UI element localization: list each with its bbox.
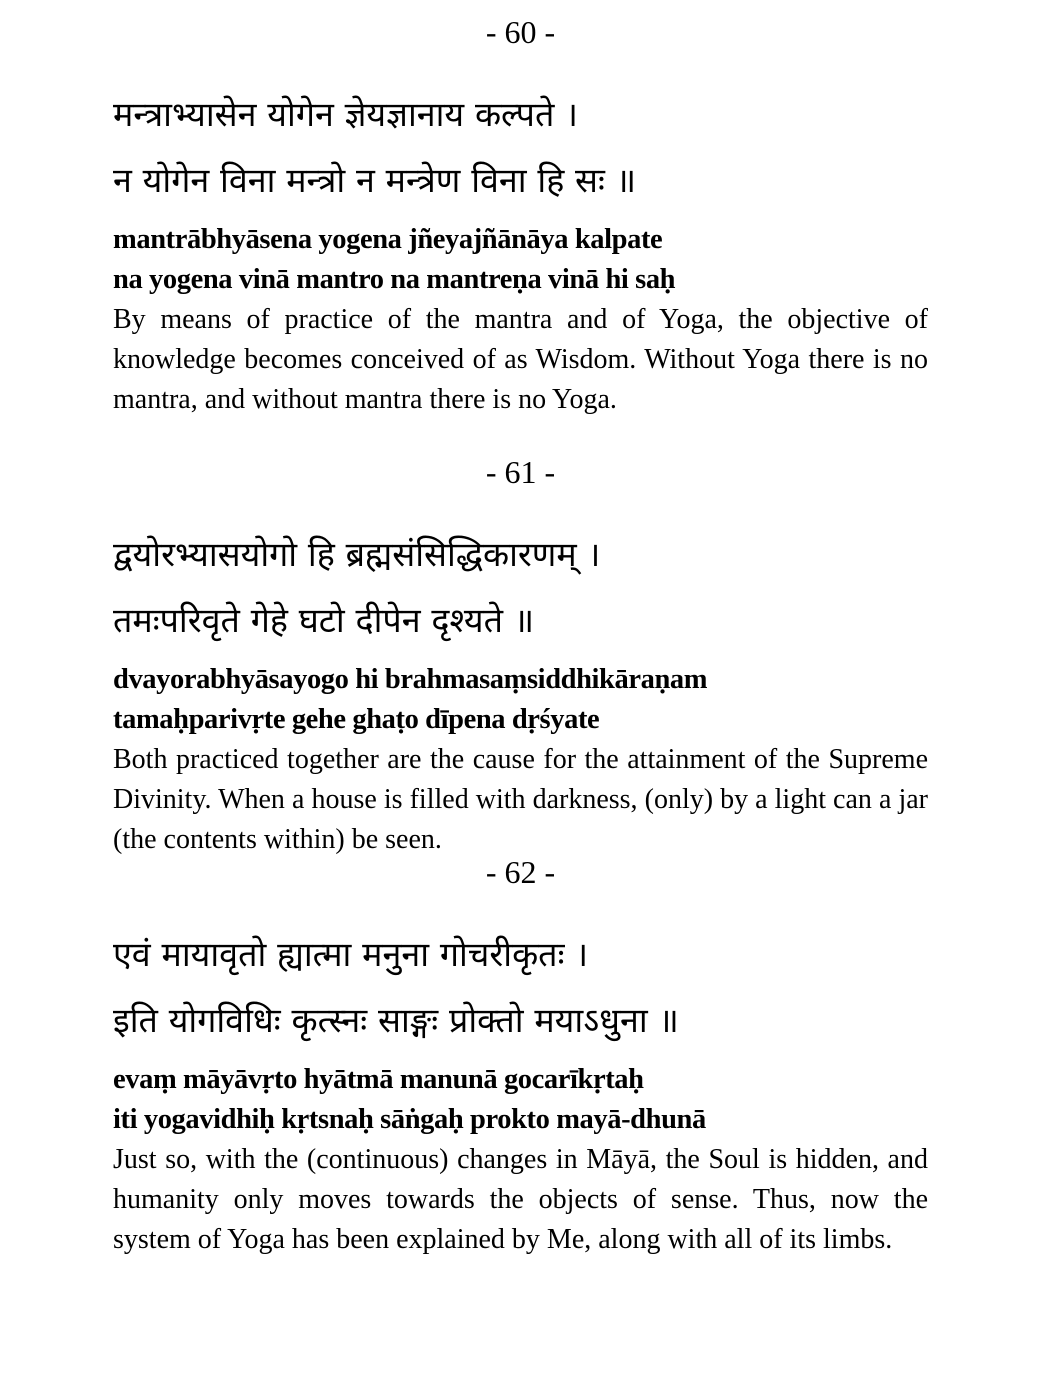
transliteration-line-2: tamaḥparivṛte gehe ghaṭo dīpena dṛśyate [113, 704, 600, 735]
verse-61 [113, 452, 928, 860]
verse-62 [113, 852, 928, 1260]
transliteration-line-1: evaṃ māyāvṛto hyātmā manunā gocarīkṛtaḥ [113, 1064, 644, 1095]
transliteration-line-1: dvayorabhyāsayogo hi brahmasaṃsiddhikāraṇam [113, 664, 708, 695]
translation: Just so, with the (continuous) changes in Māyā, the Soul is hidden, and humanity only moves towards the objects of sense. Thus, now the system of Yoga has been explained by Me, along with all of its limbs. [113, 1144, 928, 1255]
transliteration-line-2: na yogena vinā mantro na mantreṇa vinā hi saḥ [113, 264, 676, 295]
transliteration-line-1: mantrābhyāsena yogena jñeyajñānāya kalpate [113, 224, 663, 255]
sanskrit-line-1: मन्त्राभ्यासेन योगेन ज्ञेयज्ञानाय कल्पते । [113, 95, 579, 135]
verse-number: - 62 - [485, 854, 556, 890]
transliteration-line-2: iti yogavidhiḥ kṛtsnaḥ sāṅgaḥ prokto mayā-dhunā [113, 1104, 706, 1135]
sanskrit-line-2: इति योगविधिः कृत्स्नः साङ्गः प्रोक्तो मयाऽधुना ॥ [113, 1001, 679, 1041]
sanskrit-line-2: न योगेन विना मन्त्रो न मन्त्रेण विना हि सः ॥ [113, 161, 637, 201]
translation: Both practiced together are the cause for the attainment of the Supreme Divinity. When a house is filled with darkness, (only) by a light can a jar (the contents within) be seen. [113, 744, 928, 855]
sanskrit-line-2: तमःपरिवृते गेहे घटो दीपेन दृश्यते ॥ [113, 601, 535, 641]
sanskrit-line-1: द्वयोरभ्यासयोगो हि ब्रह्मसंसिद्धिकारणम् । [113, 535, 601, 575]
verse-number: - 61 - [485, 454, 556, 490]
verse-number: - 60 - [485, 14, 556, 50]
sanskrit-line-1: एवं मायावृतो ह्यात्मा मनुना गोचरीकृतः । [113, 935, 589, 975]
verse-60 [113, 12, 928, 420]
translation: By means of practice of the mantra and of Yoga, the objective of knowledge becomes conceived of as Wisdom. Without Yoga there is no mantra, and without mantra there is no Yoga. [113, 304, 928, 415]
